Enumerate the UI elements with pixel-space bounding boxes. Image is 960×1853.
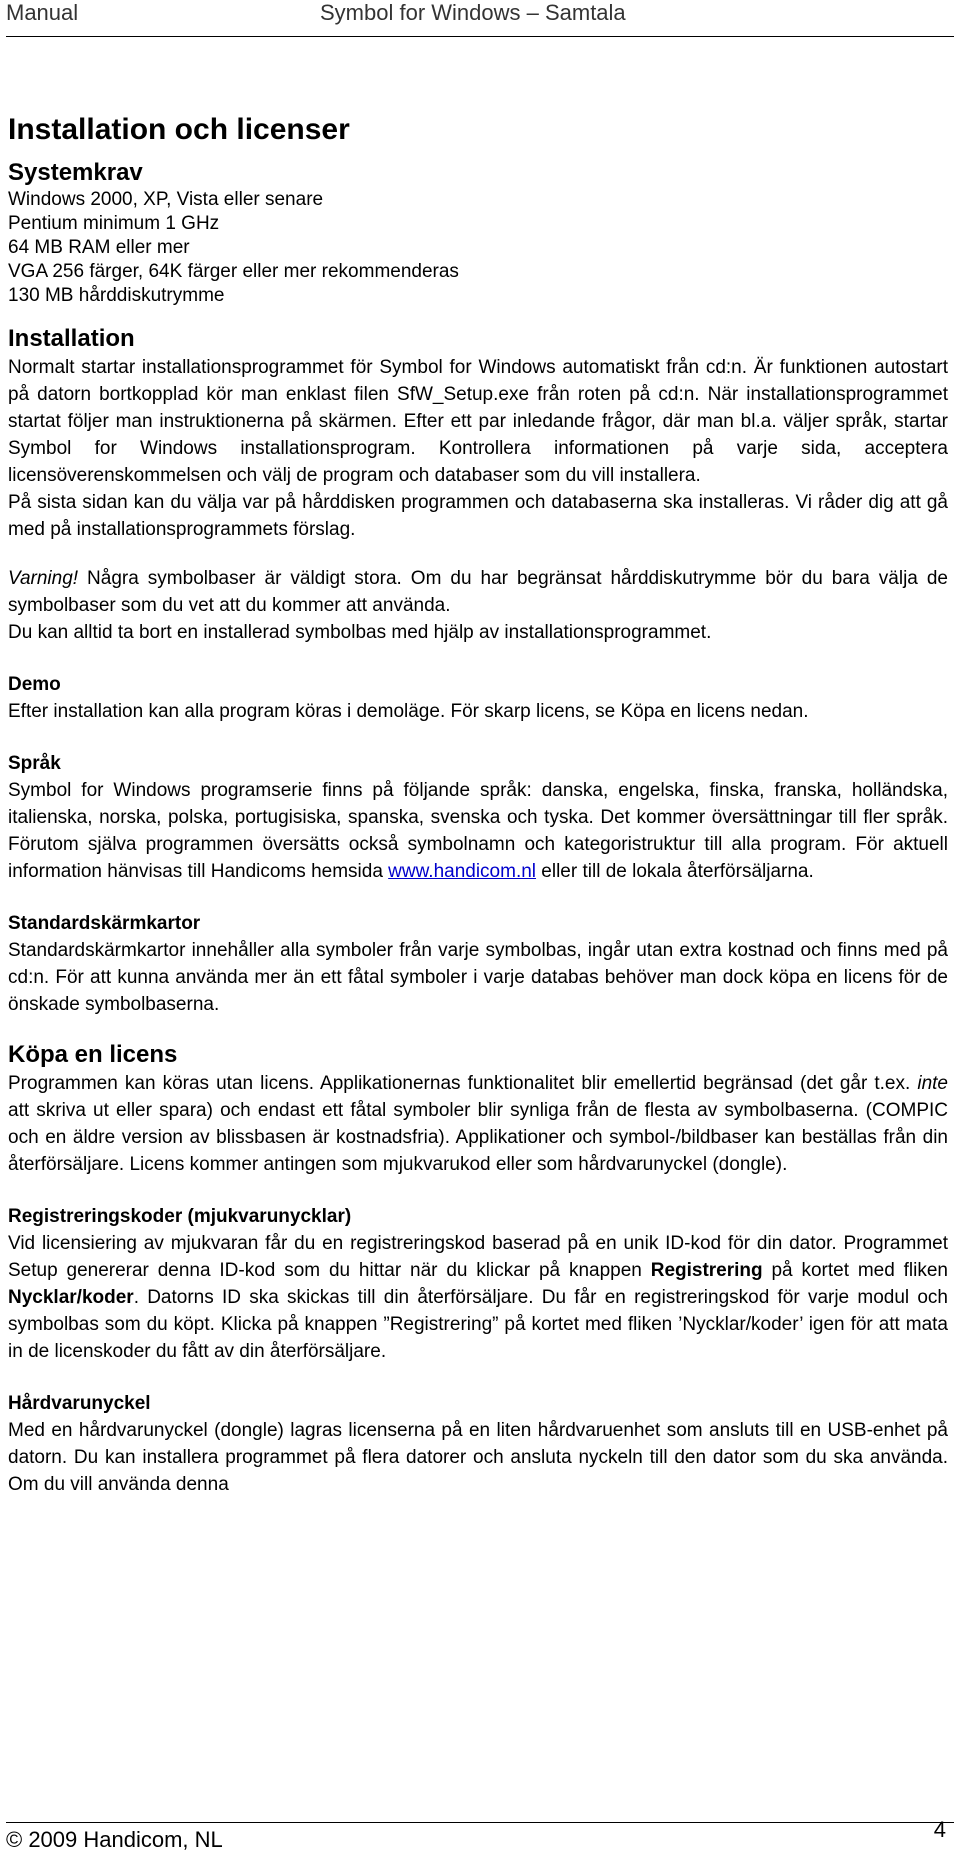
- warning-paragraph: [8, 565, 948, 619]
- kopa-text-end: att skriva ut eller spara) och endast ett fåtal symboler blir synliga från de flesta av symbolbaserna. (COMPIC och en äldre version av blissbasen är kostnadsfria). Applikationer och symbol-/bildbaser kan beställas från din återförsäljare. Licens kommer antingen som mjukvarukod eller som hårdvarunyckel (dongle).: [8, 1100, 948, 1175]
- page-title: Installation och licenser: [8, 113, 350, 146]
- standard-paragraph: Standardskärmkartor innehåller alla symboler från varje symbolbas, ingår utan extra kostnad och finns med på cd:n. För att kunna använda mer än ett fåtal symboler i varje databas behöver man dock köpa en licens för de önskade symbolbaserna.: [8, 940, 948, 1015]
- heading-registreringskoder: Registreringskoder (mjukvarunycklar): [8, 1206, 352, 1227]
- systemkrav-line: 130 MB hårddiskutrymme: [8, 285, 225, 306]
- page-header: [6, 0, 954, 37]
- warning-text: Några symbolbaser är väldigt stora. Om du har begränsat hårddiskutrymme bör du bara välja de symbolbaser som du vet att du kommer att använda.: [8, 568, 948, 616]
- sprak-paragraph: [8, 777, 948, 885]
- installation-paragraph-3: Du kan alltid ta bort en installerad symbolbas med hjälp av installationsprogrammet.: [8, 622, 712, 643]
- page-footer: [6, 1817, 954, 1852]
- sprak-text: Symbol for Windows programserie finns på följande språk: danska, engelska, finska, franska, holländska, italienska, norska, polska, portugisiska, spanska, svenska och tyska. Det kommer översättningar till fler språk. Förutom själva programmen översätts också symbolnamn och kategoristruktur till alla program. För aktuell information hänvisas till Handicoms hemsida: [8, 780, 948, 882]
- systemkrav-line: Windows 2000, XP, Vista eller senare: [8, 189, 324, 210]
- warning-label: Varning!: [8, 568, 79, 589]
- reg-text-2: på kortet med fliken: [762, 1260, 948, 1281]
- header-product-title: Symbol for Windows – Samtala: [320, 0, 626, 25]
- sprak-text-end: eller till de lokala återförsäljarna.: [536, 861, 814, 882]
- installation-paragraph-2: På sista sidan kan du välja var på hårddisken programmen och databaserna ska installeras. Vi råder dig att gå med på installationsprogrammets förslag.: [8, 492, 948, 540]
- kopa-paragraph: [8, 1070, 948, 1178]
- heading-kopa-licens: Köpa en licens: [8, 1041, 178, 1068]
- systemkrav-line: VGA 256 färger, 64K färger eller mer rekommenderas: [8, 261, 459, 282]
- reg-text-3: . Datorns ID ska skickas till din återförsäljare. Du får en registreringskod för varje modul och symbolbas som du köpt. Klicka på knappen ”Registrering” på kortet med fliken ’Nycklar/koder’ igen för att mata in de licenskoder du fått av din återförsäljare.: [8, 1287, 948, 1362]
- reg-paragraph: [8, 1230, 948, 1365]
- heading-sprak: Språk: [8, 753, 61, 774]
- document-body: [8, 158, 948, 1498]
- systemkrav-line: Pentium minimum 1 GHz: [8, 213, 220, 234]
- installation-paragraph: Normalt startar installationsprogrammet för Symbol for Windows automatiskt från cd:n. Är funktionen autostart på datorn bortkopplad kör man enklast filen SfW_Setup.exe från roten på cd:n. När installationsprogrammet startat följer man instruktionerna på skärmen. Efter ett par inledande frågor, där man bl.a. väljer språk, startar Symbol for Windows installationsprogram. Kontrollera informationen på varje sida, acceptera licensöverenskommelsen och välj de program och databaser som du vill installera.: [8, 357, 948, 486]
- header-manual: Manual: [6, 0, 79, 25]
- reg-bold-nycklar: Nycklar/koder: [8, 1287, 134, 1308]
- kopa-italic: inte: [917, 1073, 948, 1094]
- systemkrav-list: [8, 188, 948, 308]
- handicom-link[interactable]: www.handicom.nl: [388, 861, 537, 882]
- heading-installation: Installation: [8, 325, 135, 352]
- heading-demo: Demo: [8, 674, 61, 695]
- kopa-text: Programmen kan köras utan licens. Applikationernas funktionalitet blir emellertid begränsad (det går t.ex.: [8, 1073, 918, 1094]
- heading-standardskarmkartor: Standardskärmkartor: [8, 913, 201, 934]
- page-number: 4: [933, 1817, 946, 1842]
- heading-hardvarunyckel: Hårdvarunyckel: [8, 1393, 151, 1414]
- footer-copyright: © 2009 Handicom, NL: [6, 1827, 223, 1852]
- reg-text-1: Vid licensiering av mjukvaran får du en registreringskod baserad på en unik ID-kod för din dator. Programmet Setup genererar denna ID-kod som du hittar när du klickar på knappen: [8, 1233, 948, 1281]
- heading-systemkrav: Systemkrav: [8, 159, 143, 186]
- hard-paragraph: Med en hårdvarunyckel (dongle) lagras licenserna på en liten hårdvaruenhet som ansluts till en USB-enhet på datorn. Du kan installera programmet på flera datorer och ansluta nyckeln till den dator som du ska använda. Om du vill använda denna: [8, 1420, 948, 1495]
- systemkrav-line: 64 MB RAM eller mer: [8, 237, 190, 258]
- demo-paragraph: Efter installation kan alla program köras i demoläge. För skarp licens, se Köpa en licens nedan.: [8, 701, 809, 722]
- reg-bold-registrering: Registrering: [650, 1260, 763, 1281]
